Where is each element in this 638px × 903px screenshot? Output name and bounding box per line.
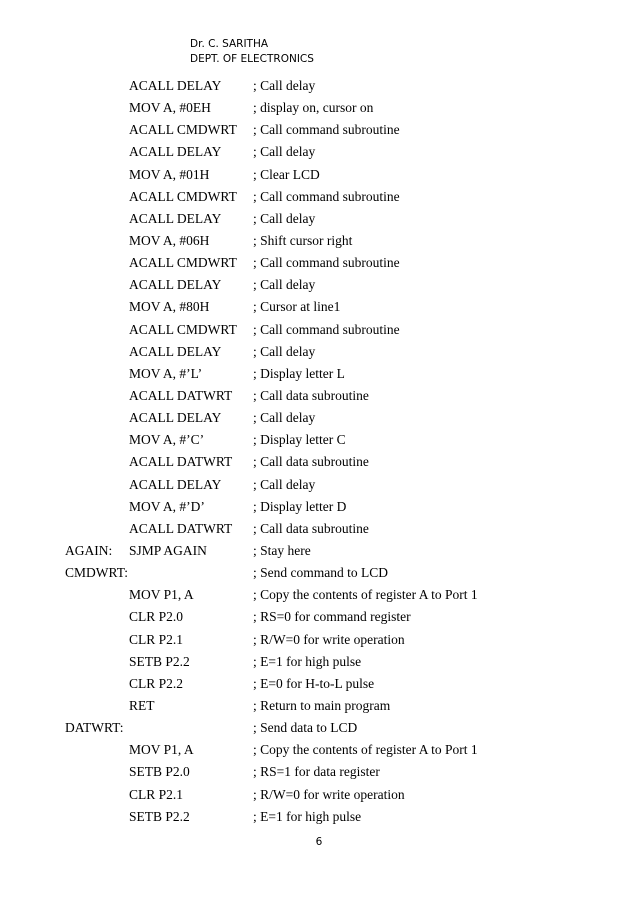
code-instruction: ACALL DELAY (129, 277, 222, 293)
code-comment: ; Call delay (253, 410, 316, 426)
code-line (0, 276, 638, 298)
code-line (0, 99, 638, 121)
code-line (0, 675, 638, 697)
code-line (0, 143, 638, 165)
code-line (0, 431, 638, 453)
code-comment: ; Copy the contents of register A to Port 1 (253, 587, 478, 603)
code-instruction: SETB P2.0 (129, 764, 190, 780)
code-instruction: MOV A, #06H (129, 232, 210, 248)
code-comment: ; Shift cursor right (253, 232, 353, 248)
code-comment: ; Return to main program (253, 697, 391, 713)
code-line (0, 719, 638, 741)
code-line (0, 298, 638, 320)
code-comment: ; Send command to LCD (253, 565, 388, 581)
code-line (0, 321, 638, 343)
code-line (0, 586, 638, 608)
code-instruction: ACALL CMDWRT (129, 255, 237, 271)
code-line (0, 763, 638, 785)
code-instruction: ACALL CMDWRT (129, 122, 237, 138)
code-instruction: ACALL DELAY (129, 144, 222, 160)
code-instruction: ACALL DELAY (129, 476, 222, 492)
code-instruction: ACALL DELAY (129, 343, 222, 359)
code-line (0, 608, 638, 630)
code-instruction: ACALL DATWRT (129, 387, 233, 403)
code-comment: ; Call delay (253, 78, 316, 93)
code-comment: ; Copy the contents of register A to Port 1 (253, 742, 478, 758)
code-comment: ; RS=1 for data register (253, 764, 380, 780)
code-line (0, 387, 638, 409)
code-comment: ; Call command subroutine (253, 188, 400, 204)
code-instruction: ACALL DATWRT (129, 454, 233, 470)
code-comment: ; Call command subroutine (253, 122, 400, 138)
code-instruction: ACALL DATWRT (129, 520, 233, 536)
assembly-code-listing (0, 77, 638, 830)
code-comment: ; E=1 for high pulse (253, 808, 362, 824)
code-comment: ; E=0 for H-to-L pulse (253, 675, 375, 691)
code-instruction: ACALL DELAY (129, 210, 222, 226)
code-comment: ; R/W=0 for write operation (253, 786, 405, 802)
code-comment: ; Call delay (253, 210, 316, 226)
code-comment: ; Stay here (253, 542, 311, 558)
code-comment: ; R/W=0 for write operation (253, 631, 405, 647)
department-name: DEPT. OF ELECTRONICS (190, 53, 314, 65)
code-instruction: ACALL DELAY (129, 410, 222, 426)
code-comment: ; Call delay (253, 343, 316, 359)
code-line (0, 121, 638, 143)
code-instruction: ACALL CMDWRT (129, 188, 237, 204)
code-line (0, 166, 638, 188)
code-comment: ; Call delay (253, 277, 316, 293)
code-line (0, 542, 638, 564)
code-comment: ; RS=0 for command register (253, 609, 411, 625)
code-instruction: SJMP AGAIN (129, 542, 207, 558)
code-comment: ; Clear LCD (253, 166, 320, 182)
page-header (190, 37, 314, 67)
code-instruction: MOV A, #0EH (129, 100, 211, 116)
code-instruction: MOV P1, A (129, 742, 194, 758)
code-line (0, 254, 638, 276)
code-instruction: MOV A, #01H (129, 166, 210, 182)
code-line (0, 520, 638, 542)
code-comment: ; Call delay (253, 144, 316, 160)
code-line (0, 741, 638, 763)
page-number: 6 (315, 836, 323, 848)
code-instruction: CLR P2.1 (129, 631, 184, 647)
code-instruction: SETB P2.2 (129, 808, 190, 824)
code-line (0, 343, 638, 365)
code-line (0, 498, 638, 520)
code-line (0, 476, 638, 498)
author-name: Dr. C. SARITHA (190, 38, 269, 50)
code-line (0, 631, 638, 653)
code-comment: ; Call data subroutine (253, 387, 369, 403)
code-comment: ; Display letter L (253, 365, 345, 381)
code-line (0, 697, 638, 719)
code-line (0, 409, 638, 431)
code-instruction: CLR P2.1 (129, 786, 184, 802)
code-comment: ; Call command subroutine (253, 255, 400, 271)
code-line (0, 786, 638, 808)
code-instruction: MOV P1, A (129, 587, 194, 603)
code-label: AGAIN: (65, 542, 113, 558)
code-instruction: ACALL DELAY (129, 78, 222, 93)
code-line (0, 188, 638, 210)
code-line (0, 808, 638, 830)
code-instruction: RET (129, 697, 155, 713)
code-comment: ; Display letter C (253, 432, 346, 448)
code-line (0, 210, 638, 232)
code-line (0, 653, 638, 675)
code-line (0, 232, 638, 254)
code-line (0, 453, 638, 475)
code-line (0, 365, 638, 387)
code-comment: ; Cursor at line1 (253, 299, 341, 315)
code-instruction: ACALL CMDWRT (129, 321, 237, 337)
code-comment: ; Call delay (253, 476, 316, 492)
code-line (0, 77, 638, 99)
code-comment: ; Call data subroutine (253, 454, 369, 470)
code-comment: ; display on, cursor on (253, 100, 374, 116)
code-comment: ; E=1 for high pulse (253, 653, 362, 669)
code-instruction: MOV A, #’D’ (129, 498, 205, 514)
code-label: DATWRT: (65, 720, 124, 736)
code-comment: ; Send data to LCD (253, 720, 358, 736)
code-comment: ; Display letter D (253, 498, 347, 514)
code-line (0, 564, 638, 586)
code-instruction: MOV A, #80H (129, 299, 210, 315)
code-instruction: SETB P2.2 (129, 653, 190, 669)
code-comment: ; Call command subroutine (253, 321, 400, 337)
code-instruction: CLR P2.2 (129, 675, 184, 691)
code-instruction: CLR P2.0 (129, 609, 184, 625)
code-instruction: MOV A, #’L’ (129, 365, 203, 381)
code-label: CMDWRT: (65, 565, 129, 581)
code-comment: ; Call data subroutine (253, 520, 369, 536)
code-instruction: MOV A, #’C’ (129, 432, 205, 448)
